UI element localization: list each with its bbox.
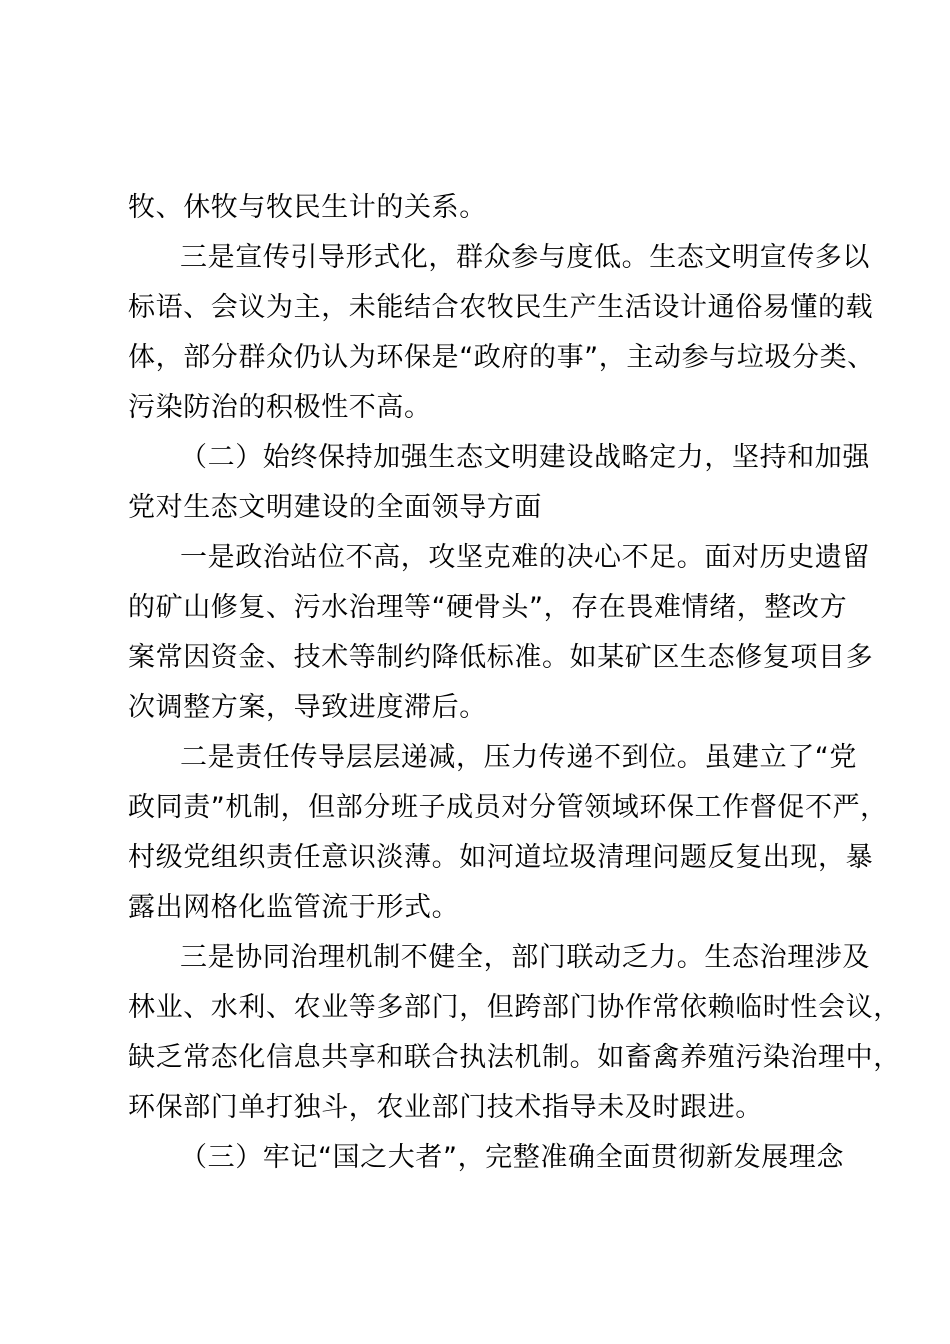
paragraph-first-line: 三是宣传引导形式化，群众参与度低。生态文明宣传多以 (180, 242, 870, 273)
text-line: 案常因资金、技术等制约降低标准。如某矿区生态修复项目多 (128, 642, 874, 673)
paragraph-first-line: 一是政治站位不高，攻坚克难的决心不足。面对历史遗留 (180, 542, 870, 573)
section-heading: （三）牢记“国之大者”，完整准确全面贯彻新发展理念 (180, 1142, 844, 1173)
text-line: 牧、休牧与牧民生计的关系。 (128, 192, 487, 223)
text-line: 林业、水利、农业等多部门，但跨部门协作常依赖临时性会议， (128, 992, 901, 1023)
text-line: 村级党组织责任意识淡薄。如河道垃圾清理问题反复出现，暴 (128, 842, 874, 873)
text-line: 缺乏常态化信息共享和联合执法机制。如畜禽养殖污染治理中， (128, 1042, 901, 1073)
section-heading: （二）始终保持加强生态文明建设战略定力，坚持和加强 (180, 442, 870, 473)
paragraph-first-line: 三是协同治理机制不健全，部门联动乏力。生态治理涉及 (180, 942, 870, 973)
text-line: 标语、会议为主，未能结合农牧民生产生活设计通俗易懂的载 (128, 292, 874, 323)
text-line: 体，部分群众仍认为环保是“政府的事”，主动参与垃圾分类、 (128, 342, 875, 373)
text-line: 环保部门单打独斗，农业部门技术指导未及时跟进。 (128, 1092, 763, 1123)
text-line: 次调整方案，导致进度滞后。 (128, 692, 487, 723)
text-line: 污染防治的积极性不高。 (128, 392, 432, 423)
text-line: 露出网格化监管流于形式。 (128, 892, 460, 923)
text-line: 政同责”机制，但部分班子成员对分管领域环保工作督促不严， (128, 792, 888, 823)
text-line: 的矿山修复、污水治理等“硬骨头”，存在畏难情绪，整改方 (128, 592, 848, 623)
section-heading-continued: 党对生态文明建设的全面领导方面 (128, 492, 542, 523)
paragraph-first-line: 二是责任传导层层递减，压力传递不到位。虽建立了“党 (180, 742, 857, 773)
